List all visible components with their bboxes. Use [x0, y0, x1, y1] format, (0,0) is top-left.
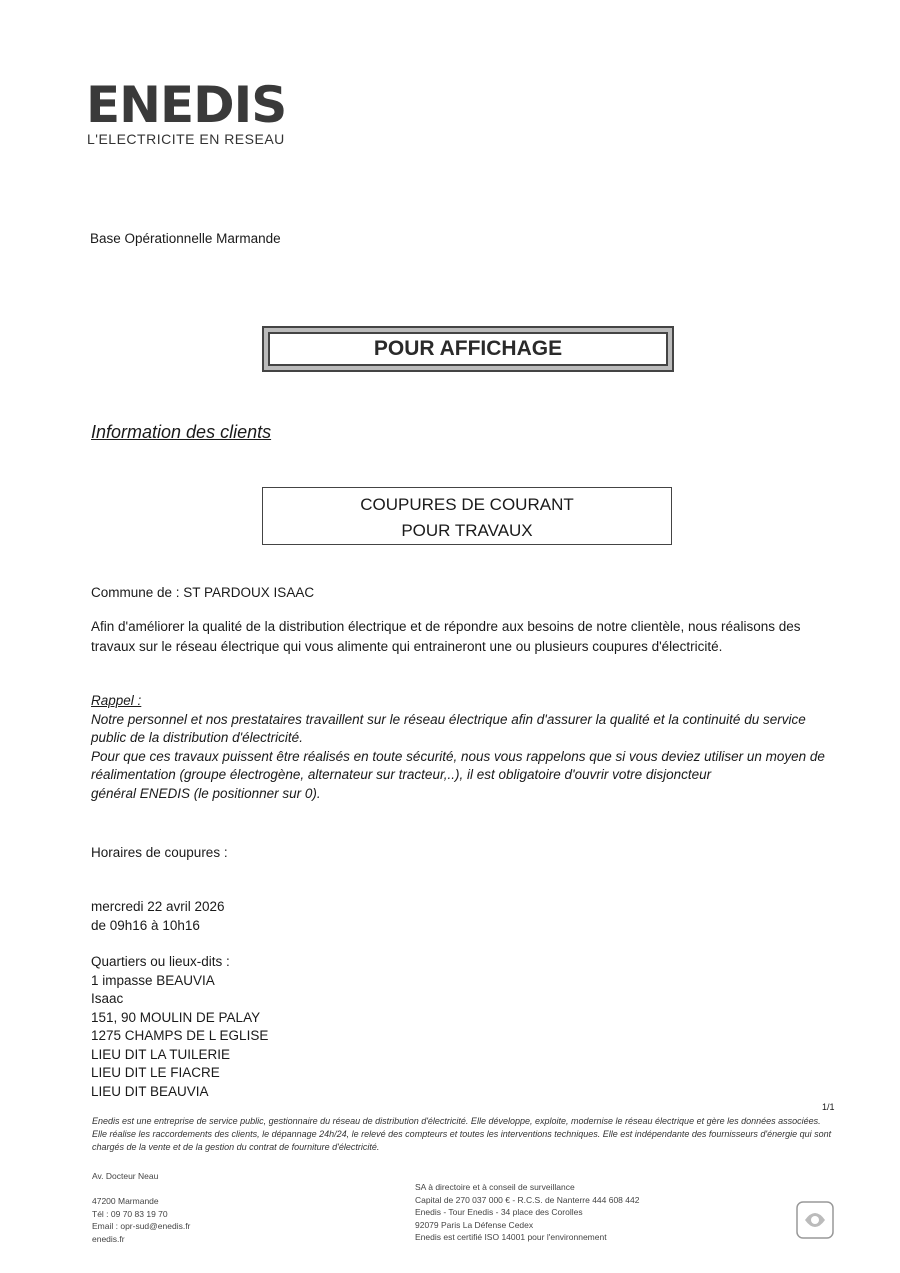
- address-line: Enedis - Tour Enedis - 34 place des Corolles: [415, 1207, 583, 1217]
- rappel-text-2c: général ENEDIS (le positionner sur 0).: [91, 785, 321, 801]
- pour-affichage-label: POUR AFFICHAGE: [373, 337, 563, 360]
- address-line: Av. Docteur Neau: [92, 1171, 159, 1181]
- horaires-label: Horaires de coupures :: [91, 845, 228, 860]
- base-operationnelle: Base Opérationnelle Marmande: [90, 231, 281, 246]
- coupures-title-2: POUR TRAVAUX: [401, 521, 533, 540]
- rappel-text-1: Notre personnel et nos prestataires travaillent sur le réseau électrique afin d'assurer la qualité et la continuité du service public de la distribution d'électricité.: [91, 711, 806, 745]
- list-item: 1275 CHAMPS DE L EGLISE: [91, 1028, 269, 1043]
- address-line: Tél : 09 70 83 19 70: [92, 1208, 168, 1219]
- footer-note: Enedis est une entreprise de service public, gestionnaire du réseau de distribution d'électricité. Elle développe, exploite, modernise le réseau électrique et gère les données associées. Elle réalise les raccordements des clients, le dépannage 24h/24, le relevé des compteurs et toutes les interventions techniques. Elle est indépendante des fournisseurs d'énergie qui sont chargés de la vente et de la gestion du contrat de fourniture d'électricité.: [92, 1116, 832, 1152]
- coupures-title-1: COUPURES DE COURANT: [360, 495, 574, 514]
- address-right: [415, 1181, 755, 1244]
- list-item: 1 impasse BEAUVIA: [91, 972, 215, 988]
- rappel-block: [91, 692, 836, 803]
- quartiers-label: Quartiers ou lieux-dits :: [91, 954, 230, 969]
- logo-text: ENEDIS: [86, 76, 287, 134]
- page-number: 1/1: [822, 1102, 835, 1112]
- list-item: LIEU DIT LA TUILERIE: [91, 1046, 231, 1062]
- address-line: enedis.fr: [92, 1233, 125, 1244]
- rappel-text-2b: réalimentation (groupe électrogène, alternateur sur tracteur,..), il est obligatoire d'ouvrir votre disjoncteur: [91, 767, 712, 782]
- address-line: Email : opr-sud@enedis.fr: [92, 1221, 191, 1231]
- eco-label-icon: [795, 1198, 835, 1242]
- address-line: SA à directoire et à conseil de surveillance: [415, 1182, 575, 1192]
- info-title: Information des clients: [91, 422, 272, 442]
- address-line: 47200 Marmande: [92, 1196, 159, 1206]
- list-item: Isaac: [91, 991, 124, 1006]
- list-item: LIEU DIT LE FIACRE: [91, 1065, 220, 1080]
- rappel-text-2a: Pour que ces travaux puissent être réalisés en toute sécurité, nous vous rappelons que si vous deviez utiliser un moyen de: [91, 748, 825, 764]
- schedule: [91, 898, 225, 935]
- rappel-title: Rappel :: [91, 693, 142, 708]
- pour-affichage-box: [262, 326, 674, 372]
- time: de 09h16 à 10h16: [91, 917, 200, 933]
- commune: Commune de : ST PARDOUX ISAAC: [91, 585, 315, 600]
- tagline: L'ELECTRICITE EN RESEAU: [87, 131, 285, 147]
- address-line: Capital de 270 037 000 € - R.C.S. de Nanterre 444 608 442: [415, 1194, 640, 1205]
- intro-paragraph: Afin d'améliorer la qualité de la distribution électrique et de répondre aux besoins de notre clientèle, nous réalisons des travaux sur le réseau électrique qui vous alimente qui entraineront une ou plusieurs coupures d'électricité.: [91, 619, 801, 654]
- list-item: 151, 90 MOULIN DE PALAY: [91, 1009, 261, 1025]
- address-line: Enedis est certifié ISO 14001 pour l'environnement: [415, 1232, 607, 1242]
- coupures-box: [262, 487, 672, 545]
- date: mercredi 22 avril 2026: [91, 899, 225, 914]
- quartiers-block: [91, 953, 268, 1101]
- enedis-logo: [86, 76, 287, 134]
- address-line: [92, 1183, 292, 1196]
- list-item: LIEU DIT BEAUVIA: [91, 1083, 209, 1099]
- address-line: 92079 Paris La Défense Cedex: [415, 1219, 534, 1230]
- address-left: [92, 1170, 292, 1245]
